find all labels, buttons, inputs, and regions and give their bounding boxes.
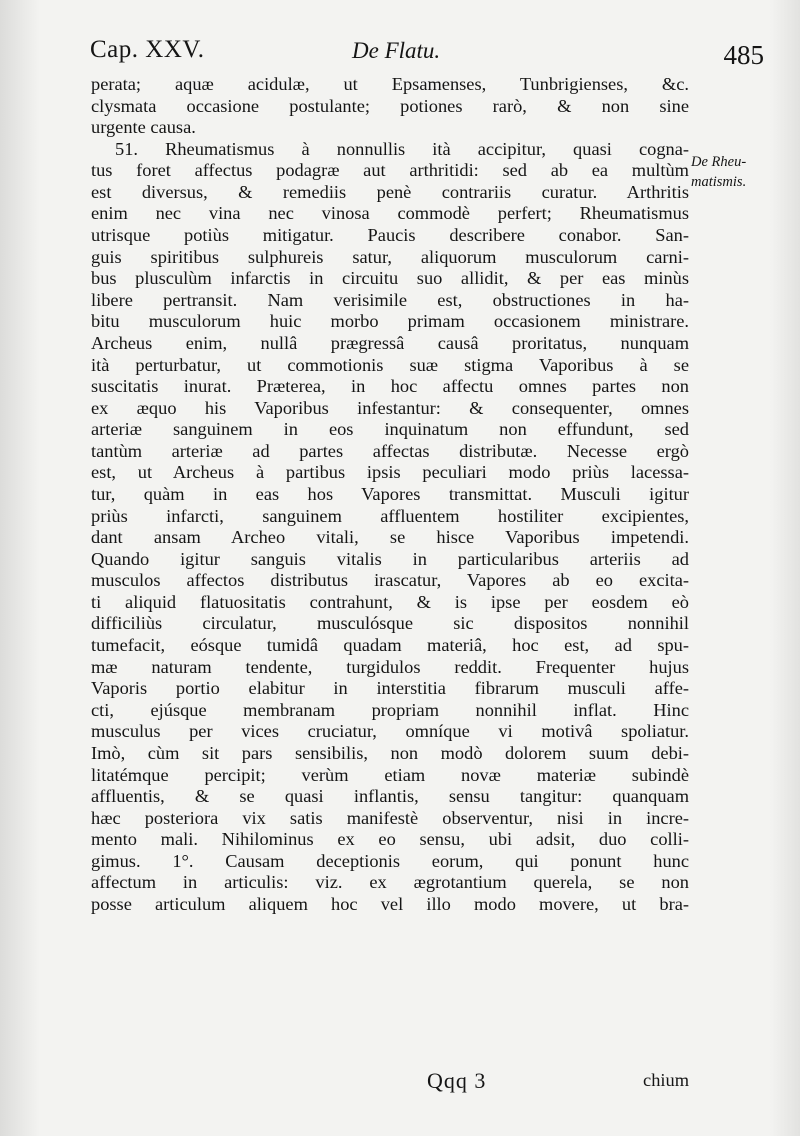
text-line: ti aliquid flatuositatis contrahunt, & is ipse per eosdem eò	[91, 591, 689, 612]
text-line: perata; aquæ acidulæ, ut Epsamenses, Tunbrigienses, &c.	[91, 74, 689, 94]
paragraph-start-line: 51. Rheumatismus à nonnullis ità accipitur, quasi cogna-	[115, 138, 689, 159]
text-line: mæ naturam tendente, turgidulos reddit. Frequenter hujus	[91, 656, 689, 677]
text-line: enim nec vina nec vinosa commodè perfert; Rheumatismus	[91, 203, 689, 224]
section-title: De Flatu.	[352, 38, 441, 63]
text-line: affectum in articulis: viz. ex ægrotantium querela, se non	[91, 872, 689, 893]
text-line: suscitatis inurat. Præterea, in hoc affectu omnes partes non	[91, 376, 689, 397]
marginal-note-line: De Rheu-	[691, 154, 747, 170]
text-line: litatémque percipit; verùm etiam novæ materiæ subindè	[91, 764, 689, 785]
text-line: musculos affectos distributus irascatur, Vapores ab eo excita-	[91, 570, 689, 591]
text-line: posse articulum aliquem hoc vel illo modo movere, ut bra-	[91, 893, 689, 914]
text-line: tantùm arteriæ ad partes affectas distributæ. Necesse ergò	[91, 440, 689, 461]
marginal-note-line: matismis.	[691, 174, 747, 190]
text-line: bus plusculùm infarctis in circuitu suo allidit, & per eas minùs	[91, 268, 689, 289]
text-line: tur, quàm in eas hos Vapores transmittat. Musculi igitur	[91, 483, 689, 504]
text-line: urgente causa.	[91, 117, 196, 138]
text-line: musculus per vices cruciatur, omníque vi motivâ spoliatur.	[91, 721, 689, 742]
text-line: priùs infarcti, sanguinem affluentem hostiliter excipientes,	[91, 505, 689, 526]
signature-mark: Qqq 3	[427, 1068, 487, 1093]
text-line: affluentis, & se quasi inflantis, sensu tangitur: quanquam	[91, 786, 689, 807]
page-number: 485	[723, 40, 764, 70]
text-line: est diversus, & remediis penè contrariis curatur. Arthritis	[91, 181, 689, 202]
marginal-note	[691, 152, 791, 192]
text-line: Imò, cùm sit pars sensibilis, non modò dolorem suum debi-	[91, 742, 689, 763]
text-line: gimus. 1°. Causam deceptionis eorum, qui ponunt hunc	[91, 850, 689, 871]
text-line: utrisque potiùs mitigatur. Paucis describere conabor. San-	[91, 225, 689, 246]
text-line: bitu musculorum huic morbo primam occasionem ministrare.	[91, 311, 689, 332]
text-line: ità perturbatur, ut commotionis suæ stigma Vaporibus à se	[91, 354, 689, 375]
running-head	[90, 36, 770, 72]
text-line: clysmata occasione postulante; potiones rarò, & non sine	[91, 95, 689, 116]
text-line: ex æquo his Vaporibus infestantur: & consequenter, omnes	[91, 397, 689, 418]
page-footer	[91, 1068, 689, 1098]
catchword: chium	[643, 1070, 689, 1090]
text-line: libere pertransit. Nam verisimile est, obstructiones in ha-	[91, 289, 689, 310]
text-line: est, ut Archeus à partibus ipsis peculiari modo priùs lacessa-	[91, 462, 689, 483]
text-line: mento mali. Nihilominus ex eo sensu, ubi adsit, duo colli-	[91, 829, 689, 850]
text-line: difficiliùs circulatur, musculósque sic dispositos nonnihil	[91, 613, 689, 634]
text-line: tumefacit, eósque tumidâ quadam materiâ, hoc est, ad spu-	[91, 635, 689, 656]
text-line: arteriæ sanguinem in eos inquinatum non effundunt, sed	[91, 419, 689, 440]
text-line: hæc posteriora vix satis manifestè observentur, nisi in incre-	[91, 807, 689, 828]
text-line: Archeus enim, nullâ prægressâ causâ proritatus, nunquam	[91, 332, 689, 353]
text-line: dant ansam Archeo vitali, se hisce Vaporibus impetendi.	[91, 527, 689, 548]
text-line: Vaporis portio elabitur in interstitia fibrarum musculi affe-	[91, 678, 689, 699]
text-line: tus foret affectus podagræ aut arthritidi: sed ab ea multùm	[91, 160, 689, 181]
text-line: guis spiritibus sulphureis satur, aliquorum musculorum carni-	[91, 246, 689, 267]
text-line: Quando igitur sanguis vitalis in particularibus arteriis ad	[91, 548, 689, 569]
text-line: cti, ejúsque membranam propriam nonnihil inflat. Hinc	[91, 699, 689, 720]
chapter-heading: Cap. XXV.	[90, 36, 205, 63]
body-text	[91, 74, 689, 916]
